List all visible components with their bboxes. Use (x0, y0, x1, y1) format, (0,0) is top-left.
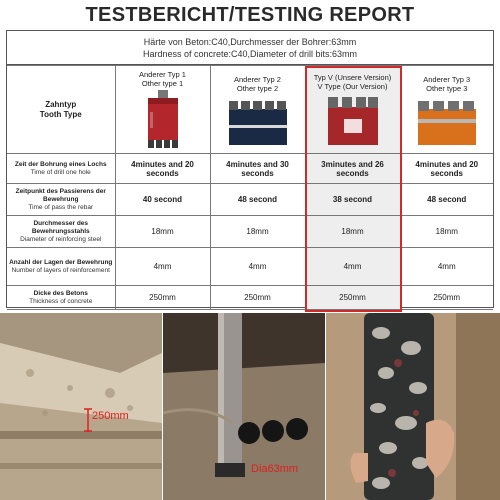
type-3-name-de: Anderer Typ 3 (423, 74, 471, 84)
concrete-block-image (0, 313, 162, 500)
drill-bit-2-image (225, 95, 291, 145)
table-cell: 48 second (210, 184, 305, 216)
photo-strip (0, 313, 500, 500)
row-label-de: Anzahl der Lagen der Bewehrung (9, 258, 113, 266)
row-label (7, 286, 115, 310)
row-label-de: Durchmesser des Bewehrungsstahls (31, 219, 90, 235)
drill-bit-3-image (414, 95, 480, 145)
type-1-name-de: Anderer Typ 1 (139, 69, 186, 79)
type-v-name-en: V Type (Our Version) (317, 81, 388, 91)
row-label-en: Number of layers of reinforcement (11, 266, 110, 274)
comparison-grid (7, 65, 493, 310)
table-cell: 40 second (115, 184, 210, 216)
table-cell: 18mm (115, 216, 210, 248)
table-cell: 3minutes and 26 seconds (305, 154, 400, 184)
table-row-layers (7, 248, 493, 286)
type-2-name-en: Other type 2 (236, 83, 279, 93)
table-cell: 48 second (400, 184, 493, 216)
thickness-annotation: 250mm (92, 410, 129, 422)
table-row-thickness (7, 286, 493, 310)
diameter-annotation: Dia63mm (251, 463, 299, 475)
row-label (7, 184, 115, 216)
type-3-name-en: Other type 3 (426, 83, 468, 93)
table-cell: 4minutes and 30 seconds (210, 154, 305, 184)
table-cell: 4mm (305, 248, 400, 286)
concrete-block-photo (0, 313, 162, 500)
row-label-en: Diameter of reinforcing steel (20, 235, 102, 243)
row-label-en: Time of drill one hole (30, 168, 91, 176)
row-label-de: Dicke des Betons (33, 289, 88, 297)
tooth-type-en: Tooth Type (39, 109, 82, 119)
core-sample-image (326, 313, 500, 500)
table-cell: 4minutes and 20 seconds (400, 154, 493, 184)
table-cell: 250mm (400, 286, 493, 310)
row-label (7, 248, 115, 286)
core-sample-photo (326, 313, 500, 500)
drill-bit-v-image (320, 93, 386, 147)
table-row-drill-time (7, 154, 493, 184)
testing-report-table (6, 30, 494, 308)
type-column-3 (400, 66, 493, 154)
table-cell: 250mm (115, 286, 210, 310)
type-column-2 (210, 66, 305, 154)
table-row-header (7, 66, 493, 154)
tooth-type-de: Zahntyp (45, 99, 77, 109)
report-subtitle (7, 31, 493, 65)
subtitle-en: Hardness of concrete:C40,Diameter of drill bits:63mm (142, 49, 358, 59)
table-cell: 4mm (115, 248, 210, 286)
row-label (7, 154, 115, 184)
row-label-en: Thickness of concrete (29, 297, 93, 305)
type-column-1 (115, 66, 210, 154)
table-cell: 250mm (305, 286, 400, 310)
row-label-de: Zeitpunkt des Passierens der Bewehrung (15, 187, 106, 203)
row-label-de: Zeit der Bohrung eines Lochs (14, 160, 107, 168)
table-cell: 18mm (305, 216, 400, 248)
report-title: TESTBERICHT/TESTING REPORT (85, 4, 415, 26)
table-cell: 18mm (400, 216, 493, 248)
table-cell: 18mm (210, 216, 305, 248)
type-2-name-de: Anderer Typ 2 (234, 74, 281, 84)
type-column-v (305, 66, 400, 154)
table-cell: 250mm (210, 286, 305, 310)
type-v-name-de: Typ V (Unsere Version) (313, 72, 392, 82)
table-cell: 4minutes and 20 seconds (115, 154, 210, 184)
tooth-type-header (7, 66, 115, 154)
subtitle-de: Härte von Beton:C40,Durchmesser der Bohrer:63mm (143, 37, 357, 47)
table-cell: 38 second (305, 184, 400, 216)
drilling-image (163, 313, 325, 500)
drilling-photo (163, 313, 325, 500)
table-cell: 4mm (210, 248, 305, 286)
row-label-en: Time of pass the rebar (28, 203, 94, 211)
table-row-steel-diameter (7, 216, 493, 248)
row-label (7, 216, 115, 248)
type-1-name-en: Other type 1 (141, 78, 184, 88)
drill-bit-1-image (140, 90, 186, 150)
table-row-rebar-time (7, 184, 493, 216)
table-cell: 4mm (400, 248, 493, 286)
